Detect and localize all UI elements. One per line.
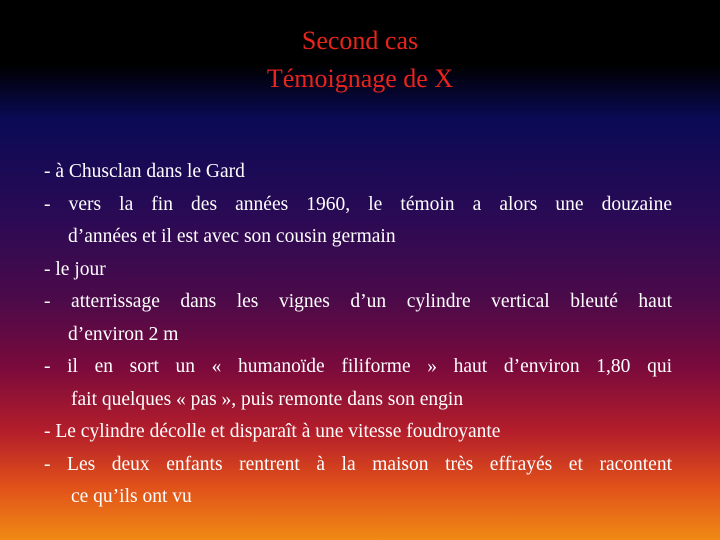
bullet-item (44, 416, 672, 449)
bullet-item (44, 449, 672, 514)
slide-title (0, 22, 720, 98)
bullet-item (44, 254, 672, 287)
bullet-list (44, 156, 672, 514)
bullet-text: - atterrissage dans les vignes d’un cylindre vertical bleuté haut (44, 291, 672, 312)
bullet-item (44, 286, 672, 351)
bullet-item (44, 156, 672, 189)
bullet-item (44, 351, 672, 416)
title-line-1: Second cas (301, 26, 419, 55)
bullet-text-continuation: ce qu’ils ont vu (71, 486, 192, 507)
bullet-text: - il en sort un « humanoïde filiforme » haut d’environ 1,80 qui (44, 356, 672, 377)
bullet-text-continuation: fait quelques « pas », puis remonte dans son engin (71, 388, 464, 410)
bullet-text: - Les deux enfants rentrent à la maison très effrayés et racontent (44, 453, 672, 475)
bullet-text: - le jour (44, 258, 106, 280)
bullet-text-continuation: d’environ 2 m (68, 323, 179, 345)
bullet-text: - vers la fin des années 1960, le témoin a alors une douzaine (44, 193, 672, 215)
bullet-text: - Le cylindre décolle et disparaît à une vitesse foudroyante (44, 421, 501, 442)
bullet-item (44, 189, 672, 254)
title-line-2: Témoignage de X (266, 64, 454, 93)
bullet-text: - à Chusclan dans le Gard (44, 161, 245, 182)
bullet-text-continuation: d’années et il est avec son cousin germain (68, 226, 396, 247)
